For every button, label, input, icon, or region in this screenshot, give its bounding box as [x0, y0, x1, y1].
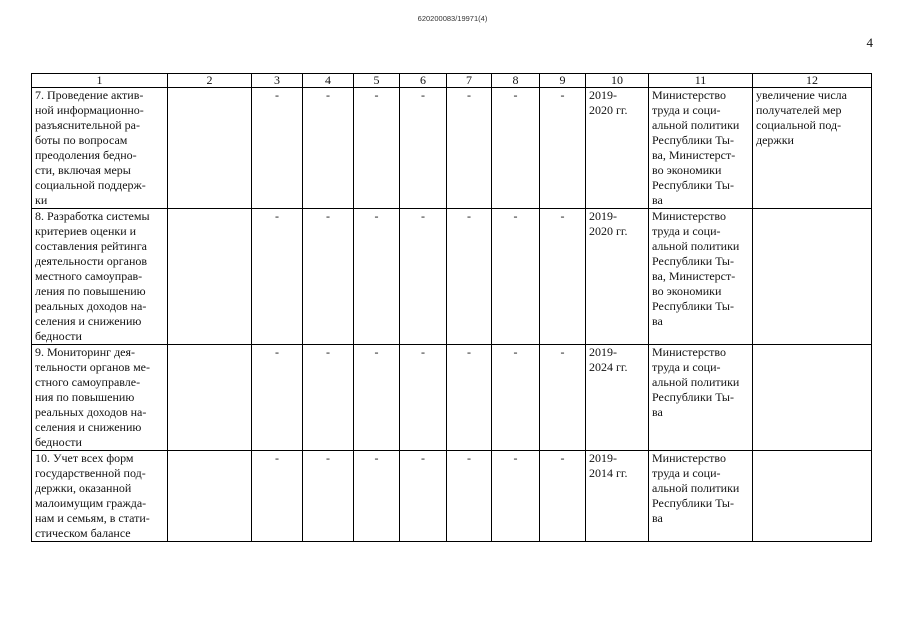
measure-name-cell: 9. Мониторинг дея- тельности органов ме- стного самоуправле- ния по повышению реальных доходов на- селения и снижению бедности: [32, 345, 168, 451]
header-cell: 3: [252, 74, 303, 88]
table-cell: -: [447, 88, 492, 209]
table-cell: -: [303, 345, 354, 451]
executor-cell: Министерство труда и соци- альной политики Республики Ты- ва: [649, 451, 753, 542]
table-cell: -: [492, 451, 540, 542]
table-cell: [168, 345, 252, 451]
header-cell: 1: [32, 74, 168, 88]
table-cell: -: [354, 88, 400, 209]
table-cell: [168, 209, 252, 345]
table-cell: -: [400, 88, 447, 209]
table-cell: -: [252, 209, 303, 345]
header-cell: 8: [492, 74, 540, 88]
measure-name-cell: 7. Проведение актив- ной информационно- разъяснительной ра- боты по вопросам преодоления бедно- сти, включая меры социальной поддерж- ки: [32, 88, 168, 209]
table-cell: -: [303, 88, 354, 209]
table-cell: -: [447, 451, 492, 542]
header-cell: 9: [540, 74, 586, 88]
page-number: 4: [866, 35, 873, 50]
table-header-row: [32, 74, 872, 88]
header-cell: 6: [400, 74, 447, 88]
table-cell: -: [303, 209, 354, 345]
header-cell: 10: [586, 74, 649, 88]
table-cell: -: [447, 345, 492, 451]
table-cell: -: [303, 451, 354, 542]
measure-name-cell: 10. Учет всех форм государственной под- держки, оказанной малоимущим гражда- нам и семьям, в стати- стическом балансе: [32, 451, 168, 542]
table-cell: -: [540, 451, 586, 542]
table-cell: -: [492, 88, 540, 209]
executor-cell: Министерство труда и соци- альной политики Республики Ты- ва, Министерст- во экономики Республики Ты- ва: [649, 209, 753, 345]
table-cell: -: [540, 88, 586, 209]
table-cell: -: [354, 451, 400, 542]
period-cell: 2019- 2024 гг.: [586, 345, 649, 451]
measures-table: [31, 73, 872, 542]
table-cell: -: [252, 451, 303, 542]
table-cell: -: [447, 209, 492, 345]
executor-cell: Министерство труда и соци- альной политики Республики Ты- ва, Министерст- во экономики Республики Ты- ва: [649, 88, 753, 209]
document-id: 620200083/19971(4): [417, 14, 488, 23]
table-cell: -: [400, 209, 447, 345]
executor-cell: Министерство труда и соци- альной политики Республики Ты- ва: [649, 345, 753, 451]
table-cell: [168, 88, 252, 209]
table-row: [32, 345, 872, 451]
header-cell: 7: [447, 74, 492, 88]
result-cell: [753, 345, 872, 451]
table-cell: -: [492, 209, 540, 345]
header-cell: 11: [649, 74, 753, 88]
table-cell: -: [252, 345, 303, 451]
table-cell: -: [400, 451, 447, 542]
measure-name-cell: 8. Разработка системы критериев оценки и составления рейтинга деятельности органов местного самоуправ- ления по повышению реальных доходов на- селения и снижению бедности: [32, 209, 168, 345]
period-cell: 2019- 2020 гг.: [586, 209, 649, 345]
table-cell: -: [400, 345, 447, 451]
table-row: [32, 451, 872, 542]
header-cell: 2: [168, 74, 252, 88]
header-cell: 5: [354, 74, 400, 88]
table-cell: -: [540, 209, 586, 345]
result-cell: [753, 209, 872, 345]
header-cell: 4: [303, 74, 354, 88]
table-cell: -: [540, 345, 586, 451]
result-cell: увеличение числа получателей мер социальной под- держки: [753, 88, 872, 209]
table-cell: -: [492, 345, 540, 451]
table-cell: -: [252, 88, 303, 209]
table-cell: -: [354, 209, 400, 345]
result-cell: [753, 451, 872, 542]
period-cell: 2019- 2020 гг.: [586, 88, 649, 209]
table-row: [32, 88, 872, 209]
table-cell: -: [354, 345, 400, 451]
table-cell: [168, 451, 252, 542]
header-cell: 12: [753, 74, 872, 88]
table-row: [32, 209, 872, 345]
period-cell: 2019- 2014 гг.: [586, 451, 649, 542]
